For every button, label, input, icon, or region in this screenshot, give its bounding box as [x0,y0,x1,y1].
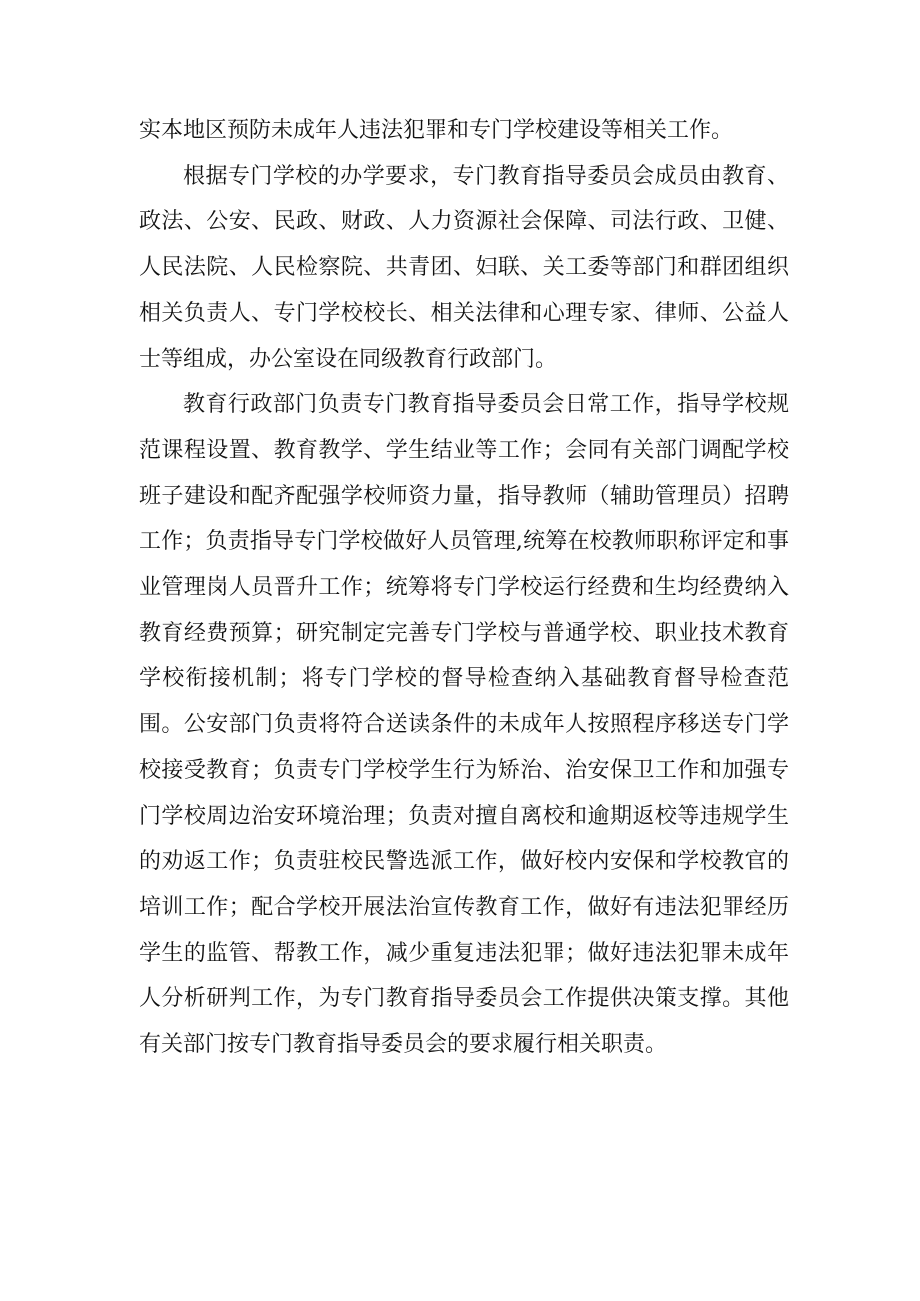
paragraph-continuation: 实本地区预防未成年人违法犯罪和专门学校建设等相关工作。 [139,118,734,143]
paragraph-committee-members: 根据专门学校的办学要求，专门教育指导委员会成员由教育、政法、公安、民政、财政、人力资源社会保障、司法行政、卫健、人民法院、人民检察院、共青团、妇联、关工委等部门和群团组织相关负责人、专门学校校长、相关法律和心理专家、律师、公益人士等组成，办公室设在同级教育行政部门。 [139,163,789,372]
document-body [139,108,789,1068]
paragraph-department-duties: 教育行政部门负责专门教育指导委员会日常工作，指导学校规范课程设置、教育教学、学生结业等工作；会同有关部门调配学校班子建设和配齐配强学校师资力量，指导教师（辅助管理员）招聘工作；负责指导专门学校做好人员管理,统筹在校教师职称评定和事业管理岗人员晋升工作；统筹将专门学校运行经费和生均经费纳入教育经费预算；研究制定完善专门学校与普通学校、职业技术教育学校衔接机制；将专门学校的督导检查纳入基础教育督导检查范围。公安部门负责将符合送读条件的未成年人按照程序移送专门学校接受教育；负责专门学校学生行为矫治、治安保卫工作和加强专门学校周边治安环境治理；负责对擅自离校和逾期返校等违规学生的劝返工作；负责驻校民警选派工作，做好校内安保和学校教官的培训工作；配合学校开展法治宣传教育工作，做好有违法犯罪经历学生的监管、帮教工作，减少重复违法犯罪；做好违法犯罪未成年人分析研判工作，为专门教育指导委员会工作提供决策支撑。其他有关部门按专门教育指导委员会的要求履行相关职责。 [139,392,789,1058]
